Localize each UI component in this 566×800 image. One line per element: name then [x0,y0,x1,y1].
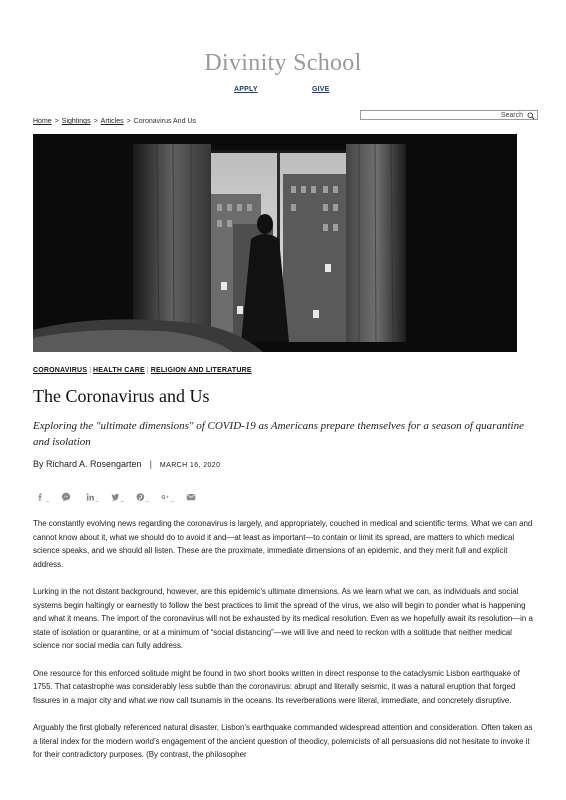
share-messenger-button[interactable] [61,490,74,502]
hero-image [33,134,517,352]
linkedin-icon [86,492,95,502]
article-paragraph: Lurking in the not distant background, however, are this epidemic’s ultimate dimensions. As we learn what we can, as individuals and social systems begin haltingly or earnestly to follow the best practices to limit the spread of the virus, we also will begin to ponder what is happening and what it means. The import of the coronavirus will not be exhausted by its medical resolution. Even as we hopefully await its resolution—in a state of isolation or quarantine, or at a minimum of “social distancing”—we will live and need to reckon with a solitude that neither medical science nor social media can fully address. [33,586,533,651]
author: By Richard A. Rosengarten [33,459,142,469]
hero-photo-woman-at-window [33,134,517,352]
search-icon[interactable] [527,112,535,120]
byline-divider: | [149,459,152,469]
article-paragraph: The constantly evolving news regarding the coronavirus is largely, and appropriately, couched in medical and scientific terms. What we can and cannot know about it, what we should do to avoid it and—at least as important—to contain or limit its spread, are matters to which medical science speaks, and we should all listen. These are the proximate, immediate dimensions of an epidemic, and they merit full and explicit address. [33,519,533,569]
twitter-icon [111,492,120,502]
nav-give-link[interactable]: GIVE [312,86,330,93]
facebook-icon [36,492,45,502]
breadcrumb-separator: > [93,118,98,125]
google-plus-icon [161,492,170,502]
share-linkedin-button[interactable]: _ [86,490,99,502]
site-title[interactable]: Divinity School [204,50,362,76]
share-pinterest-button[interactable]: _ [136,490,149,502]
publish-date: MARCH 16, 2020 [159,462,221,469]
category-health-care[interactable]: HEALTH CARE [93,367,145,374]
messenger-icon [61,492,71,502]
share-facebook-button[interactable]: _ [36,490,49,502]
share-google-plus-button[interactable]: _ [161,490,174,502]
category-religion-and-literature[interactable]: RELIGION AND LITERATURE [150,367,252,374]
share-email-button[interactable] [186,490,199,502]
breadcrumb-separator: > [126,118,131,125]
breadcrumb [33,118,196,125]
email-icon [186,492,196,502]
category-tags [33,367,252,374]
nav-apply-link[interactable]: APPLY [234,86,258,93]
breadcrumb-home[interactable]: Home [33,118,52,125]
article-paragraph: One resource for this enforced solitude might be found in two short books written in direct response to the cataclysmic Lisbon earthquake of 1755. That catastrophe was considerably less subtle than the coronavirus: abrupt and literally seismic, it was a natural eruption that forged fissures in a major city and what we now call tsunamis in the oceans. Its reverberations were literal, immediate, and concretely disruptive. [33,668,520,705]
search-input[interactable] [360,110,538,120]
article-paragraph: Arguably the first globally referenced natural disaster, Lisbon’s earthquake commanded widespread attention and consideration. Often taken as a literal index for the modern world’s engagement of the ancient question of theodicy, polemicists of all persuasions did not hesitate to invoke it for their contradictory purposes. (By contrast, the philosopher [33,722,533,760]
category-divider: | [146,367,149,374]
top-nav [0,86,566,98]
breadcrumb-articles[interactable]: Articles [100,118,124,125]
byline [33,459,220,469]
search-placeholder: Search [500,112,523,119]
article-title: The Coronavirus and Us [33,386,210,406]
share-twitter-button[interactable]: _ [111,490,124,502]
article-subtitle: Exploring the "ultimate dimensions" of COVID-19 as Americans prepare themselves for a season of quarantine and isolation [33,420,524,448]
share-bar [36,489,199,503]
breadcrumb-sightings[interactable]: Sightings [61,118,91,125]
breadcrumb-separator: > [54,118,59,125]
breadcrumb-current: Coronavirus And Us [133,118,196,125]
article-body [33,517,535,775]
category-divider: | [89,367,92,374]
pinterest-icon [136,492,145,502]
category-coronavirus[interactable]: CORONAVIRUS [33,367,88,374]
